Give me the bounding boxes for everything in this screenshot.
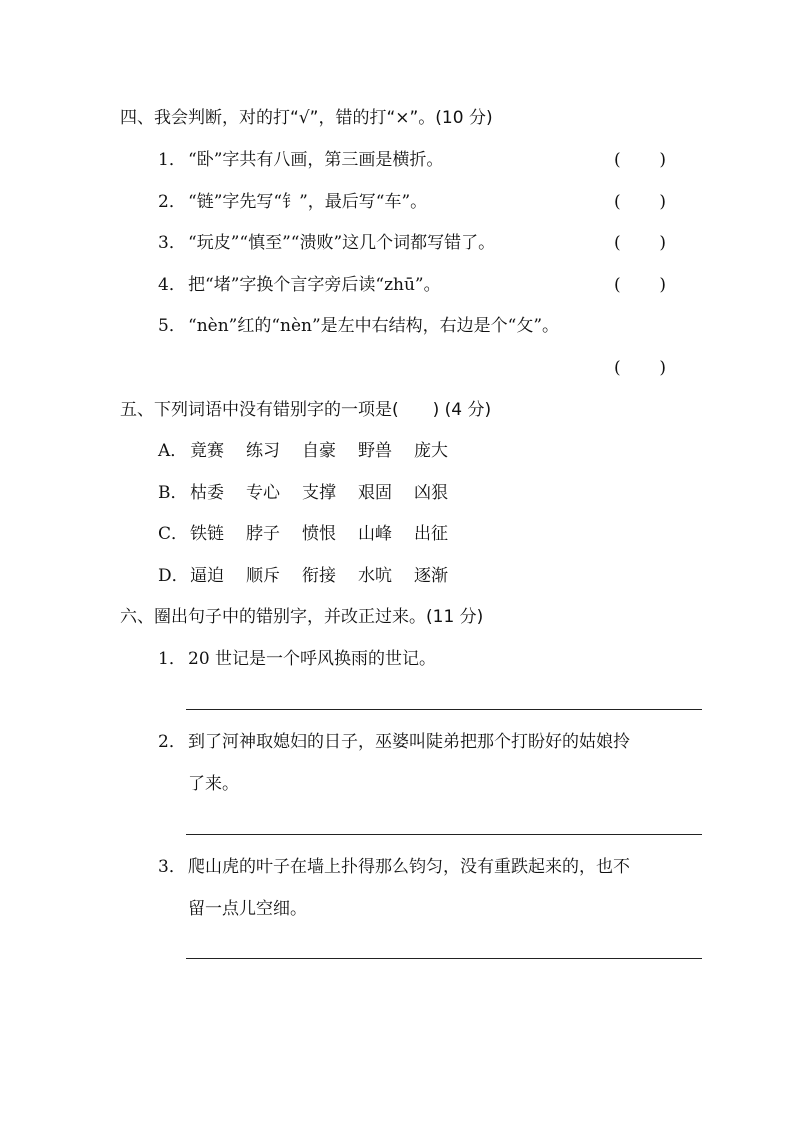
- paren-open: (: [614, 150, 621, 170]
- item-text: 到了河神取媳妇的日子，巫婆叫陡弟把那个打盼好的姑娘拎: [188, 732, 630, 752]
- judge-item-2: [158, 191, 427, 213]
- item-number: 1．: [158, 150, 186, 170]
- judge-item-3: [158, 232, 495, 254]
- option-word: 艰固: [358, 483, 392, 503]
- correction-item-3: [158, 856, 630, 878]
- paren-open: (: [614, 233, 621, 253]
- judge-item-1: [158, 149, 443, 171]
- option-d[interactable]: [158, 565, 470, 587]
- option-word: 凶狠: [414, 483, 448, 503]
- item-text: “卧”字共有八画，第三画是横折。: [188, 150, 444, 170]
- answer-parentheses-4[interactable]: [614, 274, 666, 296]
- option-word: 专心: [246, 483, 280, 503]
- judge-item-4: [158, 274, 441, 296]
- item-text: 爬山虎的叶子在墙上扑得那么钧匀，没有重跌起来的，也不: [188, 857, 630, 877]
- option-a[interactable]: [158, 440, 470, 462]
- option-word: 顺斥: [246, 566, 280, 586]
- item-text: “链”字先写“钅”，最后写“车”。: [188, 192, 428, 212]
- answer-parentheses-3[interactable]: [614, 232, 666, 254]
- section-6-heading: 六、圈出句子中的错别字，并改正过来。(11 分): [120, 607, 484, 627]
- option-b[interactable]: [158, 482, 470, 504]
- item-number: 3．: [158, 857, 186, 877]
- option-label: B．: [158, 483, 188, 503]
- option-word: 野兽: [358, 441, 392, 461]
- option-label: D．: [158, 566, 189, 586]
- paren-close: ): [659, 192, 666, 212]
- option-word: 出征: [414, 524, 448, 544]
- paren-open: (: [614, 358, 621, 378]
- judge-item-5: [158, 315, 559, 337]
- answer-line-1[interactable]: [186, 709, 702, 710]
- option-word: 衔接: [302, 566, 336, 586]
- option-word: 庞大: [414, 441, 448, 461]
- correction-item-1: [158, 648, 436, 670]
- paren-open: (: [614, 192, 621, 212]
- answer-parentheses-5[interactable]: [614, 357, 666, 379]
- option-word: 练习: [246, 441, 280, 461]
- item-text: “玩皮”“慎至”“溃败”这几个词都写错了。: [188, 233, 496, 253]
- option-word: 山峰: [358, 524, 392, 544]
- correction-item-3-continuation: 留一点儿空细。: [188, 899, 307, 919]
- item-text: 20 世记是一个呼风换雨的世记。: [188, 649, 437, 669]
- option-word: 脖子: [246, 524, 280, 544]
- option-word: 竟赛: [190, 441, 224, 461]
- paren-open: (: [614, 275, 621, 295]
- item-number: 4．: [158, 275, 186, 295]
- option-word: 逐渐: [414, 566, 448, 586]
- option-word: 支撑: [302, 483, 336, 503]
- item-number: 5．: [158, 316, 186, 336]
- item-number: 1．: [158, 649, 186, 669]
- option-label: C．: [158, 524, 189, 544]
- section-5-heading: 五、下列词语中没有错别字的一项是( ) (4 分): [120, 400, 492, 420]
- item-number: 2．: [158, 732, 186, 752]
- item-text: 把“堵”字换个言字旁后读“zhū”。: [188, 275, 441, 295]
- paren-close: ): [659, 358, 666, 378]
- option-label: A．: [158, 441, 188, 461]
- paren-close: ): [659, 233, 666, 253]
- option-word: 水吭: [358, 566, 392, 586]
- answer-line-3[interactable]: [186, 958, 702, 959]
- item-number: 2．: [158, 192, 186, 212]
- paren-close: ): [659, 275, 666, 295]
- item-number: 3．: [158, 233, 186, 253]
- correction-item-2-continuation: 了来。: [188, 774, 239, 794]
- section-4-heading: 四、我会判断，对的打“√”，错的打“×”。(10 分): [120, 108, 493, 128]
- answer-parentheses-1[interactable]: [614, 149, 666, 171]
- option-word: 愤恨: [302, 524, 336, 544]
- option-word: 自豪: [302, 441, 336, 461]
- answer-line-2[interactable]: [186, 834, 702, 835]
- option-word: 枯委: [190, 483, 224, 503]
- option-word: 逼迫: [190, 566, 224, 586]
- option-word: 铁链: [190, 524, 224, 544]
- item-text: “nèn”红的“nèn”是左中右结构，右边是个“攵”。: [188, 316, 560, 336]
- option-c[interactable]: [158, 523, 470, 545]
- paren-close: ): [659, 150, 666, 170]
- correction-item-2: [158, 731, 630, 753]
- answer-parentheses-2[interactable]: [614, 191, 666, 213]
